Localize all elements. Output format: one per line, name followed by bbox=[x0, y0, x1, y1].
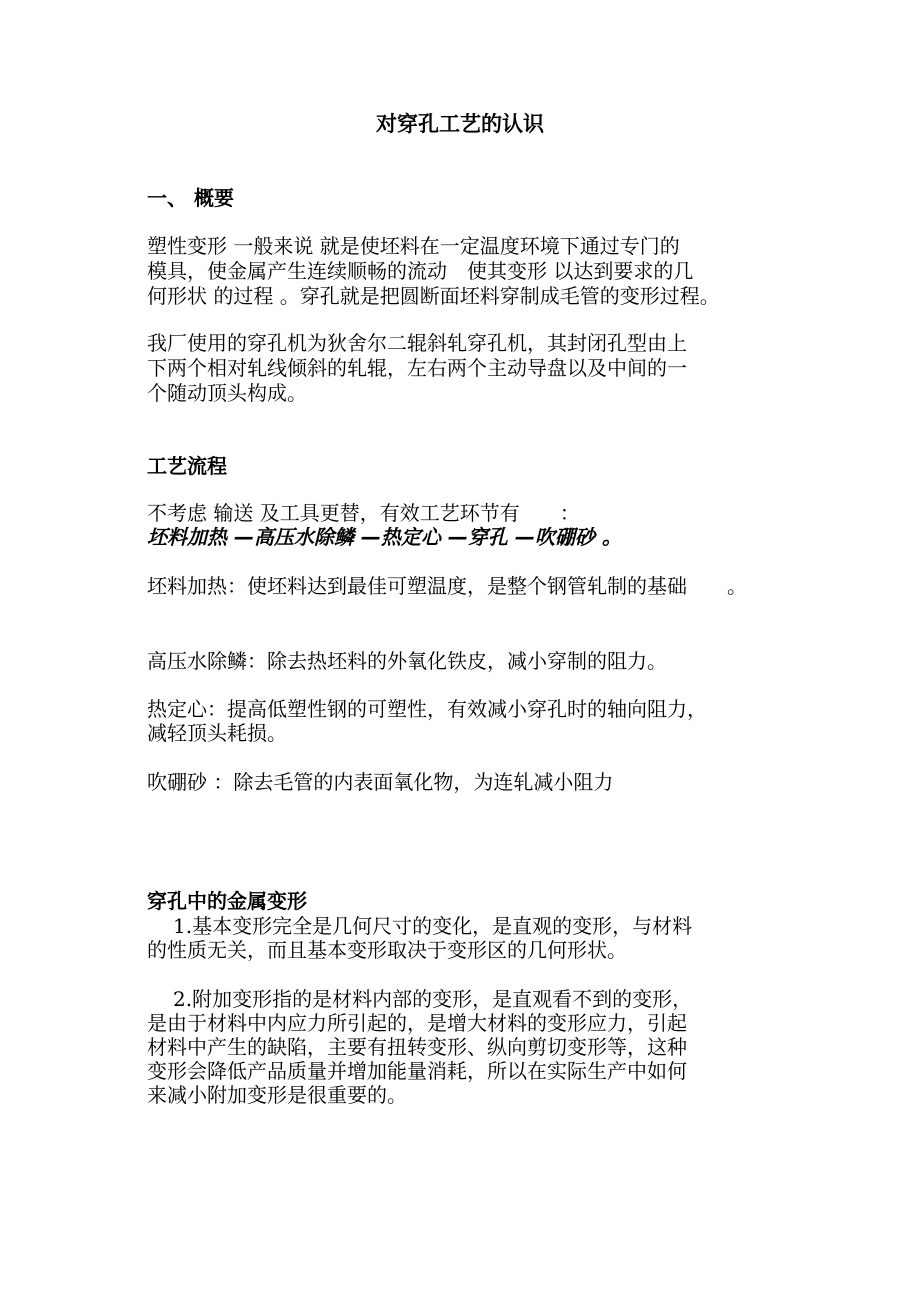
process-step: 坯料加热：使坯料达到最佳可塑温度，是整个钢管轧制的基础 。 bbox=[147, 574, 747, 598]
paragraph-line: 何形状 的过程 。穿孔就是把圆断面坯料穿制成毛管的变形过程。 bbox=[147, 284, 720, 308]
process-step: 减轻顶头耗损。 bbox=[147, 721, 287, 745]
process-step: 吹硼砂 ：除去毛管的内表面氧化物，为连轧减小阻力 bbox=[147, 770, 614, 794]
section-heading-overview: 一、 概要 bbox=[147, 186, 234, 210]
process-intro: 不考虑 输送 及工具更替，有效工艺环节有 ： bbox=[147, 501, 580, 525]
process-flow: 坯料加热 —高压水除鳞 —热定心 —穿孔 —吹硼砂 。 bbox=[147, 525, 622, 549]
paragraph-line: 的性质无关，而且基本变形取决于变形区的几何形状。 bbox=[147, 938, 627, 962]
paragraph-line: 塑性变形 一般来说 就是使坯料在一定温度环境下通过专门的 bbox=[147, 234, 680, 258]
section-heading-process: 工艺流程 bbox=[147, 454, 227, 478]
paragraph-line: 2.附加变形指的是材料内部的变形，是直观看不到的变形， bbox=[173, 987, 693, 1011]
paragraph-line: 模具，使金属产生连续顺畅的流动 使其变形 以达到要求的几 bbox=[147, 259, 694, 283]
process-step: 高压水除鳞：除去热坯料的外氧化铁皮，减小穿制的阻力。 bbox=[147, 649, 667, 673]
paragraph-line: 来减小附加变形是很重要的。 bbox=[147, 1083, 407, 1107]
paragraph-line: 个随动顶头构成。 bbox=[147, 381, 307, 405]
paragraph-line: 1.基本变形完全是几何尺寸的变化，是直观的变形，与材料 bbox=[173, 914, 693, 938]
paragraph-line: 我厂使用的穿孔机为狄舍尔二辊斜轧穿孔机，其封闭孔型由上 bbox=[147, 331, 687, 355]
paragraph-line: 下两个相对轧线倾斜的轧辊，左右两个主动导盘以及中间的一 bbox=[147, 356, 687, 380]
paragraph-line: 是由于材料中内应力所引起的，是增大材料的变形应力，引起 bbox=[147, 1011, 687, 1035]
process-step: 热定心：提高低塑性钢的可塑性，有效减小穿孔时的轴向阻力， bbox=[147, 697, 707, 721]
page-title: 对穿孔工艺的认识 bbox=[376, 112, 544, 136]
paragraph-line: 材料中产生的缺陷，主要有扭转变形、纵向剪切变形等，这种 bbox=[147, 1035, 687, 1059]
paragraph-line: 变形会降低产品质量并增加能量消耗，所以在实际生产中如何 bbox=[147, 1059, 687, 1083]
section-heading-deformation: 穿孔中的金属变形 bbox=[147, 889, 307, 913]
